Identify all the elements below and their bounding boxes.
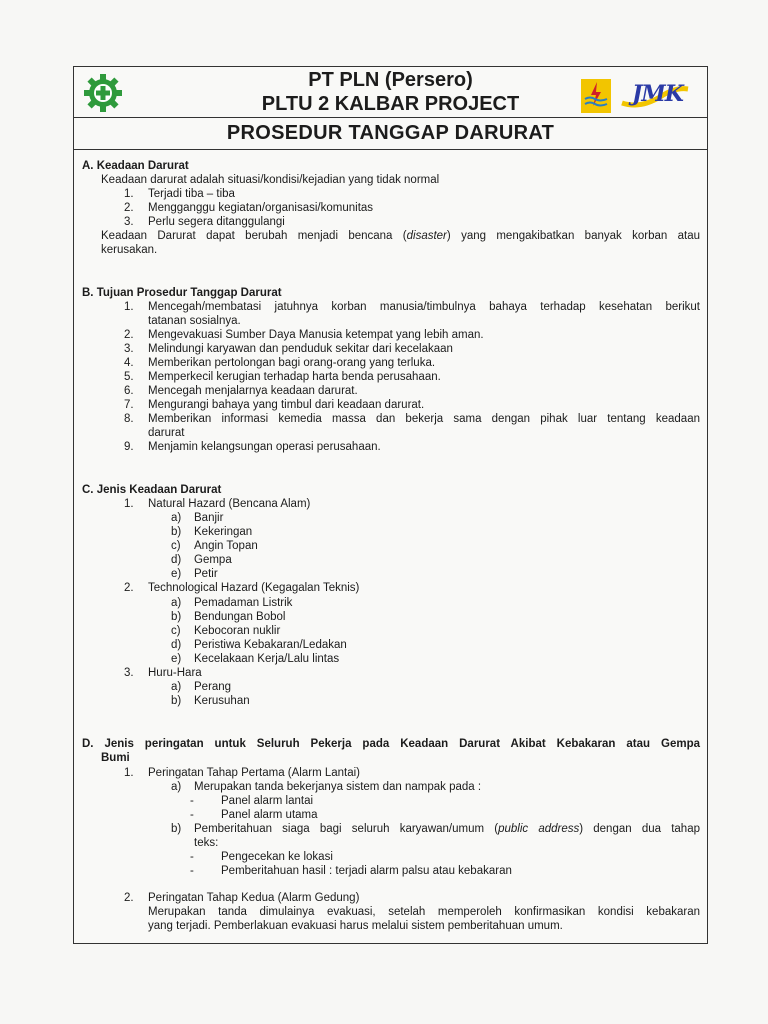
list-item: Natural Hazard (Bencana Alam) bbox=[148, 498, 311, 510]
list-number: 1. bbox=[124, 301, 134, 313]
list-number: 3. bbox=[124, 667, 134, 679]
list-number: 2. bbox=[124, 582, 134, 594]
list-item: Mengganggu kegiatan/organisasi/komunitas bbox=[148, 202, 374, 214]
list-number: 5. bbox=[124, 371, 134, 383]
list-item: Terjadi tiba – tiba bbox=[148, 188, 235, 200]
jmk-logo bbox=[620, 79, 690, 109]
sub-item: Peristiwa Kebakaran/Ledakan bbox=[194, 639, 347, 651]
list-item-desc: Merupakan tanda dimulainya evakuasi, setelah memperoleh konfirmasikan kondisi kebakaran bbox=[148, 906, 700, 918]
italic-term: disaster bbox=[406, 230, 447, 242]
bullet-dash: - bbox=[190, 851, 194, 863]
list-item-desc-cont: yang terjadi. Pemberlakuan evakuasi harus melalui sistem pemberitahuan umum. bbox=[148, 920, 563, 932]
sub-label: b) bbox=[171, 695, 182, 707]
list-item: Memberikan pertolongan bagi orang-orang yang terluka. bbox=[148, 357, 436, 369]
list-number: 9. bbox=[124, 441, 134, 453]
list-item: Menjamin kelangsungan operasi perusahaan. bbox=[148, 441, 381, 453]
section-d-heading-cont: Bumi bbox=[101, 752, 130, 764]
list-item: Peringatan Tahap Pertama (Alarm Lantai) bbox=[148, 767, 361, 779]
section-a-heading: A. Keadaan Darurat bbox=[82, 160, 189, 172]
sub-item: Bendungan Bobol bbox=[194, 611, 286, 623]
list-number: 7. bbox=[124, 399, 134, 411]
section-c-heading: C. Jenis Keadaan Darurat bbox=[82, 484, 222, 496]
section-a-note: Keadaan Darurat dapat berubah menjadi bencana (disaster) yang mengakibatkan banyak korban atau bbox=[101, 230, 700, 242]
list-item: Mengevakuasi Sumber Daya Manusia ketempat yang lebih aman. bbox=[148, 329, 484, 341]
bullet-dash: - bbox=[190, 795, 194, 807]
bullet-item: Pemberitahuan hasil : terjadi alarm palsu atau kebakaran bbox=[221, 865, 512, 877]
list-item: Huru-Hara bbox=[148, 667, 202, 679]
sub-label: b) bbox=[171, 611, 182, 623]
list-number: 2. bbox=[124, 892, 134, 904]
bullet-item: Panel alarm lantai bbox=[221, 795, 314, 807]
sub-label: d) bbox=[171, 554, 182, 566]
sub-item: Kekeringan bbox=[194, 526, 253, 538]
italic-term: public address bbox=[498, 823, 580, 835]
list-item: Mengurangi bahaya yang timbul dari keadaan darurat. bbox=[148, 399, 425, 411]
sub-label: b) bbox=[171, 823, 182, 835]
sub-item: Pemadaman Listrik bbox=[194, 597, 293, 609]
bullet-dash: - bbox=[190, 809, 194, 821]
list-number: 1. bbox=[124, 767, 134, 779]
list-number: 6. bbox=[124, 385, 134, 397]
sub-item: Kerusuhan bbox=[194, 695, 250, 707]
pln-logo-icon bbox=[581, 79, 611, 113]
list-item: Melindungi karyawan dan penduduk sekitar dari kecelakaan bbox=[148, 343, 453, 355]
sub-item: Kecelakaan Kerja/Lalu lintas bbox=[194, 653, 340, 665]
bullet-dash: - bbox=[190, 865, 194, 877]
sub-label: e) bbox=[171, 653, 182, 665]
sub-label: a) bbox=[171, 781, 182, 793]
list-number: 3. bbox=[124, 216, 134, 228]
sub-label: c) bbox=[171, 540, 181, 552]
section-a-intro: Keadaan darurat adalah situasi/kondisi/kejadian yang tidak normal bbox=[101, 174, 440, 186]
list-item: Peringatan Tahap Kedua (Alarm Gedung) bbox=[148, 892, 360, 904]
list-number: 1. bbox=[124, 188, 134, 200]
list-item: Memperkecil kerugian terhadap harta benda perusahaan. bbox=[148, 371, 441, 383]
sub-label: a) bbox=[171, 512, 182, 524]
company-name: PT PLN (Persero) bbox=[308, 69, 473, 91]
list-item: Technological Hazard (Kegagalan Teknis) bbox=[148, 582, 360, 594]
list-item: Memberikan informasi kemedia massa dan bekerja sama dengan pihak luar tentang keadaan bbox=[148, 413, 700, 425]
sub-label: a) bbox=[171, 681, 182, 693]
section-d-heading: D. Jenis peringatan untuk Seluruh Pekerja pada Keadaan Darurat Akibat Kebakaran atau Gempa bbox=[82, 738, 700, 750]
bullet-item: Panel alarm utama bbox=[221, 809, 318, 821]
sub-label: d) bbox=[171, 639, 182, 651]
list-number: 8. bbox=[124, 413, 134, 425]
sub-item: Petir bbox=[194, 568, 218, 580]
list-number: 1. bbox=[124, 498, 134, 510]
sub-item: Gempa bbox=[194, 554, 232, 566]
sub-item-cont: teks: bbox=[194, 837, 219, 849]
list-item-cont: darurat bbox=[148, 427, 185, 439]
jmk-logo-text: JMK bbox=[632, 81, 683, 107]
sub-item: Angin Topan bbox=[194, 540, 258, 552]
sub-label: e) bbox=[171, 568, 182, 580]
sub-item: Merupakan tanda bekerjanya sistem dan nampak pada : bbox=[194, 781, 482, 793]
bullet-item: Pengecekan ke lokasi bbox=[221, 851, 333, 863]
list-number: 2. bbox=[124, 202, 134, 214]
project-name: PLTU 2 KALBAR PROJECT bbox=[261, 93, 520, 115]
sub-label: b) bbox=[171, 526, 182, 538]
list-number: 4. bbox=[124, 357, 134, 369]
list-number: 2. bbox=[124, 329, 134, 341]
title-row bbox=[74, 118, 707, 150]
sub-label: a) bbox=[171, 597, 182, 609]
sub-label: c) bbox=[171, 625, 181, 637]
document-title: PROSEDUR TANGGAP DARURAT bbox=[226, 122, 555, 144]
header bbox=[74, 67, 707, 118]
sub-item: Banjir bbox=[194, 512, 224, 524]
sub-item: Pemberitahuan siaga bagi seluruh karyawan/umum (public address) dengan dua tahap bbox=[194, 823, 700, 835]
section-b-heading: B. Tujuan Prosedur Tanggap Darurat bbox=[82, 287, 282, 299]
list-item-cont: tatanan sosialnya. bbox=[148, 315, 241, 327]
sub-item: Kebocoran nuklir bbox=[194, 625, 281, 637]
list-item: Mencegah/membatasi jatuhnya korban manusia/timbulnya bahaya terhadap kesehatan berikut bbox=[148, 301, 700, 313]
list-item: Perlu segera ditanggulangi bbox=[148, 216, 285, 228]
section-a-note-cont: kerusakan. bbox=[101, 244, 158, 256]
sub-item: Perang bbox=[194, 681, 232, 693]
list-item: Mencegah menjalarnya keadaan darurat. bbox=[148, 385, 358, 397]
list-number: 3. bbox=[124, 343, 134, 355]
